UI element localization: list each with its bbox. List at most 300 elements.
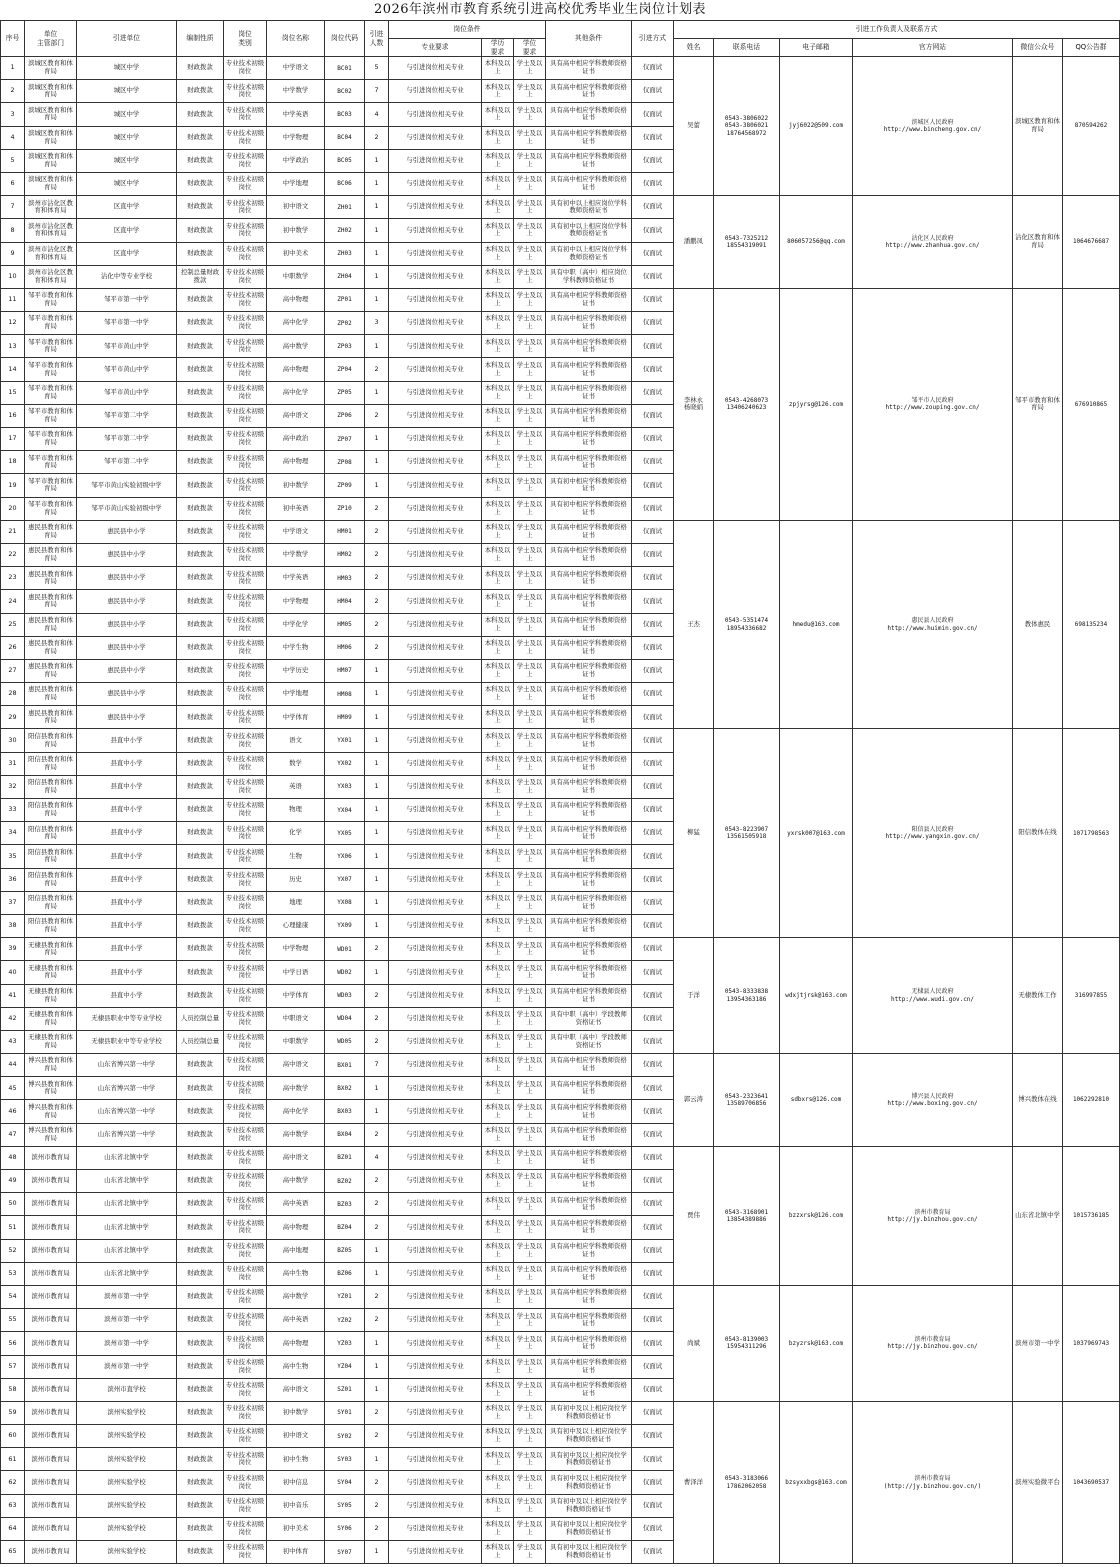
cell-category: 专业技术初级岗位 — [224, 659, 267, 682]
cell-dept: 惠民县教育和体育局 — [25, 683, 77, 706]
cell-method: 仅面试 — [632, 1541, 674, 1564]
cell-post-code: HM05 — [325, 613, 365, 636]
cell-degree: 学士及以上 — [514, 381, 546, 404]
cell-edu: 本科及以上 — [482, 1378, 514, 1401]
cell-dept: 滨州市沾化区教育和体育局 — [25, 196, 77, 219]
cell-major: 与引进岗位相关专业 — [389, 172, 482, 195]
cell-post-code: WD03 — [325, 984, 365, 1007]
cell-nature: 财政拨款 — [177, 590, 224, 613]
cell-major: 与引进岗位相关专业 — [389, 938, 482, 961]
cell-major: 与引进岗位相关专业 — [389, 103, 482, 126]
cell-category: 专业技术初级岗位 — [224, 428, 267, 451]
cell-method: 仅面试 — [632, 428, 674, 451]
cell-post-name: 生物 — [267, 845, 325, 868]
cell-count: 1 — [365, 706, 389, 729]
cell-post-name: 语文 — [267, 729, 325, 752]
cell-category: 专业技术初级岗位 — [224, 1239, 267, 1262]
cell-post-code: ZP05 — [325, 381, 365, 404]
cell-seq: 60 — [1, 1425, 25, 1448]
cell-seq: 9 — [1, 242, 25, 265]
contact-name: 王杰 — [674, 520, 714, 729]
cell-seq: 53 — [1, 1262, 25, 1285]
cell-seq: 49 — [1, 1170, 25, 1193]
cell-seq: 15 — [1, 381, 25, 404]
cell-category: 专业技术初级岗位 — [224, 126, 267, 149]
cell-nature: 财政拨款 — [177, 172, 224, 195]
contact-email: zpjyrsg@126.com — [780, 288, 853, 520]
cell-other: 具有高中相应学科教师资格证书 — [546, 288, 632, 311]
table-row — [1, 1401, 1120, 1424]
cell-seq: 12 — [1, 312, 25, 335]
cell-dept: 滨州市教育局 — [25, 1471, 77, 1494]
cell-post-name: 高中化学 — [267, 1100, 325, 1123]
cell-count: 1 — [365, 1100, 389, 1123]
cell-post-name: 心理健康 — [267, 914, 325, 937]
cell-edu: 本科及以上 — [482, 103, 514, 126]
cell-edu: 本科及以上 — [482, 1007, 514, 1030]
cell-degree: 学士及以上 — [514, 961, 546, 984]
cell-post-code: YZ03 — [325, 1332, 365, 1355]
cell-other: 具有初中及以上相应岗位学科教师资格证书 — [546, 1425, 632, 1448]
cell-method: 仅面试 — [632, 1100, 674, 1123]
cell-degree: 学士及以上 — [514, 1170, 546, 1193]
cell-nature: 财政拨款 — [177, 636, 224, 659]
cell-count: 1 — [365, 1448, 389, 1471]
cell-category: 专业技术初级岗位 — [224, 1030, 267, 1053]
cell-count: 2 — [365, 358, 389, 381]
cell-dept: 无棣县教育和体育局 — [25, 961, 77, 984]
cell-dept: 博兴县教育和体育局 — [25, 1123, 77, 1146]
cell-method: 仅面试 — [632, 520, 674, 543]
cell-edu: 本科及以上 — [482, 1123, 514, 1146]
cell-method: 仅面试 — [632, 1494, 674, 1517]
cell-method: 仅面试 — [632, 1193, 674, 1216]
cell-major: 与引进岗位相关专业 — [389, 868, 482, 891]
cell-major: 与引进岗位相关专业 — [389, 1541, 482, 1564]
cell-edu: 本科及以上 — [482, 961, 514, 984]
contact-wechat: 滨州市第一中学 — [1013, 1285, 1063, 1401]
cell-method: 仅面试 — [632, 1170, 674, 1193]
cell-post-code: ZP07 — [325, 428, 365, 451]
cell-method: 仅面试 — [632, 1123, 674, 1146]
header-seq: 序号 — [1, 21, 25, 57]
cell-seq: 20 — [1, 497, 25, 520]
cell-seq: 62 — [1, 1471, 25, 1494]
cell-post-code: HM02 — [325, 543, 365, 566]
cell-unit: 邹平市第一中学 — [77, 288, 177, 311]
contact-name: 尚斌 — [674, 1285, 714, 1401]
cell-other: 具有高中相应学科教师资格证书 — [546, 1239, 632, 1262]
cell-method: 仅面试 — [632, 196, 674, 219]
cell-dept: 邹平市教育和体育局 — [25, 381, 77, 404]
cell-count: 2 — [365, 1193, 389, 1216]
header-post-name: 岗位名称 — [267, 21, 325, 57]
cell-edu: 本科及以上 — [482, 1494, 514, 1517]
contact-wechat: 教体惠民 — [1013, 520, 1063, 729]
cell-nature: 财政拨款 — [177, 404, 224, 427]
cell-edu: 本科及以上 — [482, 775, 514, 798]
cell-other: 具有高中相应学科教师资格证书 — [546, 1100, 632, 1123]
cell-seq: 44 — [1, 1054, 25, 1077]
cell-method: 仅面试 — [632, 868, 674, 891]
cell-method: 仅面试 — [632, 219, 674, 242]
cell-post-name: 中学英语 — [267, 103, 325, 126]
cell-method: 仅面试 — [632, 265, 674, 288]
cell-dept: 邹平市教育和体育局 — [25, 497, 77, 520]
cell-major: 与引进岗位相关专业 — [389, 126, 482, 149]
cell-nature: 财政拨款 — [177, 428, 224, 451]
cell-post-code: BX04 — [325, 1123, 365, 1146]
cell-nature: 人员控制总量 — [177, 1030, 224, 1053]
cell-degree: 学士及以上 — [514, 1541, 546, 1564]
cell-post-code: ZP08 — [325, 451, 365, 474]
table-row — [1, 1146, 1120, 1169]
cell-post-code: BZ05 — [325, 1239, 365, 1262]
contact-wechat: 山东省北镇中学 — [1013, 1146, 1063, 1285]
cell-post-name: 中学历史 — [267, 659, 325, 682]
cell-degree: 学士及以上 — [514, 914, 546, 937]
cell-other: 具有高中相应学科教师资格证书 — [546, 775, 632, 798]
cell-unit: 滨州市第一中学 — [77, 1355, 177, 1378]
cell-major: 与引进岗位相关专业 — [389, 1262, 482, 1285]
cell-dept: 滨州市教育局 — [25, 1170, 77, 1193]
cell-count: 1 — [365, 822, 389, 845]
cell-category: 专业技术初级岗位 — [224, 891, 267, 914]
cell-method: 仅面试 — [632, 845, 674, 868]
cell-post-code: WD04 — [325, 1007, 365, 1030]
cell-method: 仅面试 — [632, 1054, 674, 1077]
cell-major: 与引进岗位相关专业 — [389, 752, 482, 775]
cell-post-code: BX03 — [325, 1100, 365, 1123]
cell-unit: 县直中小学 — [77, 938, 177, 961]
cell-edu: 本科及以上 — [482, 659, 514, 682]
cell-dept: 滨州市教育局 — [25, 1262, 77, 1285]
cell-category: 专业技术初级岗位 — [224, 1541, 267, 1564]
cell-post-name: 高中化学 — [267, 381, 325, 404]
cell-post-name: 高中语文 — [267, 1146, 325, 1169]
cell-count: 2 — [365, 1425, 389, 1448]
cell-degree: 学士及以上 — [514, 1100, 546, 1123]
cell-category: 专业技术初级岗位 — [224, 1262, 267, 1285]
cell-other: 具有高中相应学科教师资格证书 — [546, 312, 632, 335]
contact-phone: 0543-8223907 13561505918 — [714, 729, 780, 938]
cell-dept: 滨州市教育局 — [25, 1517, 77, 1540]
cell-category: 专业技术初级岗位 — [224, 57, 267, 80]
cell-unit: 惠民县中小学 — [77, 567, 177, 590]
cell-degree: 学士及以上 — [514, 1123, 546, 1146]
contact-name: 吴蕾 — [674, 57, 714, 196]
cell-post-code: BC02 — [325, 80, 365, 103]
cell-post-name: 高中英语 — [267, 1193, 325, 1216]
cell-post-name: 高中语文 — [267, 404, 325, 427]
cell-seq: 33 — [1, 799, 25, 822]
cell-major: 与引进岗位相关专业 — [389, 1285, 482, 1308]
cell-degree: 学士及以上 — [514, 428, 546, 451]
cell-dept: 无棣县教育和体育局 — [25, 1007, 77, 1030]
cell-nature: 财政拨款 — [177, 799, 224, 822]
cell-seq: 41 — [1, 984, 25, 1007]
cell-post-name: 地理 — [267, 891, 325, 914]
cell-count: 1 — [365, 891, 389, 914]
cell-count: 4 — [365, 103, 389, 126]
header-name: 姓名 — [674, 39, 714, 57]
cell-dept: 邹平市教育和体育局 — [25, 335, 77, 358]
cell-count: 1 — [365, 1332, 389, 1355]
cell-post-code: BC05 — [325, 149, 365, 172]
contact-email: hmedu@163.com — [780, 520, 853, 729]
cell-nature: 财政拨款 — [177, 1146, 224, 1169]
header-conditions: 岗位条件 — [389, 21, 546, 39]
cell-category: 专业技术初级岗位 — [224, 1216, 267, 1239]
cell-dept: 滨城区教育和体育局 — [25, 80, 77, 103]
cell-category: 专业技术初级岗位 — [224, 1448, 267, 1471]
header-phone: 联系电话 — [714, 39, 780, 57]
cell-count: 1 — [365, 1378, 389, 1401]
cell-other: 具有中职（高中）相应岗位学科教师资格证书 — [546, 265, 632, 288]
cell-method: 仅面试 — [632, 335, 674, 358]
cell-nature: 财政拨款 — [177, 219, 224, 242]
cell-major: 与引进岗位相关专业 — [389, 914, 482, 937]
cell-seq: 4 — [1, 126, 25, 149]
contact-website: 滨州市教育局 http://jy.binzhou.gov.cn/ — [853, 1285, 1013, 1401]
cell-category: 专业技术初级岗位 — [224, 1285, 267, 1308]
cell-edu: 本科及以上 — [482, 312, 514, 335]
cell-edu: 本科及以上 — [482, 1146, 514, 1169]
cell-edu: 本科及以上 — [482, 752, 514, 775]
cell-major: 与引进岗位相关专业 — [389, 1170, 482, 1193]
cell-dept: 滨州市沾化区教育和体育局 — [25, 265, 77, 288]
table-row — [1, 520, 1120, 543]
cell-major: 与引进岗位相关专业 — [389, 775, 482, 798]
cell-nature: 财政拨款 — [177, 868, 224, 891]
cell-seq: 51 — [1, 1216, 25, 1239]
cell-post-code: BC03 — [325, 103, 365, 126]
cell-edu: 本科及以上 — [482, 613, 514, 636]
contact-phone: 0543-8333838 13954363186 — [714, 938, 780, 1054]
cell-degree: 学士及以上 — [514, 1146, 546, 1169]
cell-dept: 滨州市教育局 — [25, 1378, 77, 1401]
cell-post-name: 高中语文 — [267, 1054, 325, 1077]
cell-unit: 县直中小学 — [77, 891, 177, 914]
cell-post-name: 中学英语 — [267, 567, 325, 590]
cell-count: 1 — [365, 196, 389, 219]
cell-count: 1 — [365, 868, 389, 891]
cell-major: 与引进岗位相关专业 — [389, 1239, 482, 1262]
cell-nature: 财政拨款 — [177, 961, 224, 984]
cell-count: 2 — [365, 567, 389, 590]
cell-other: 具有高中相应学科教师资格证书 — [546, 914, 632, 937]
table-row — [1, 57, 1120, 80]
cell-method: 仅面试 — [632, 1355, 674, 1378]
cell-nature: 财政拨款 — [177, 914, 224, 937]
cell-nature: 财政拨款 — [177, 1262, 224, 1285]
cell-category: 专业技术初级岗位 — [224, 451, 267, 474]
cell-method: 仅面试 — [632, 1030, 674, 1053]
cell-post-name: 初中数学 — [267, 474, 325, 497]
cell-post-code: ZH01 — [325, 196, 365, 219]
contact-qq: 1071798563 — [1063, 729, 1120, 938]
cell-seq: 28 — [1, 683, 25, 706]
cell-post-name: 中学化学 — [267, 613, 325, 636]
cell-other: 具有高中相应学科教师资格证书 — [546, 752, 632, 775]
cell-other: 具有高中相应学科教师资格证书 — [546, 636, 632, 659]
cell-other: 具有高中相应学科教师资格证书 — [546, 1123, 632, 1146]
cell-dept: 惠民县教育和体育局 — [25, 590, 77, 613]
cell-method: 仅面试 — [632, 1262, 674, 1285]
cell-degree: 学士及以上 — [514, 1007, 546, 1030]
cell-degree: 学士及以上 — [514, 543, 546, 566]
cell-major: 与引进岗位相关专业 — [389, 1193, 482, 1216]
cell-major: 与引进岗位相关专业 — [389, 520, 482, 543]
cell-count: 2 — [365, 938, 389, 961]
cell-unit: 惠民县中小学 — [77, 659, 177, 682]
cell-seq: 19 — [1, 474, 25, 497]
cell-method: 仅面试 — [632, 1309, 674, 1332]
cell-edu: 本科及以上 — [482, 80, 514, 103]
cell-other: 具有初中相应学科教师资格证书 — [546, 474, 632, 497]
cell-count: 2 — [365, 1401, 389, 1424]
cell-edu: 本科及以上 — [482, 1541, 514, 1564]
cell-edu: 本科及以上 — [482, 1471, 514, 1494]
contact-wechat: 无棣教体工作 — [1013, 938, 1063, 1054]
cell-edu: 本科及以上 — [482, 1262, 514, 1285]
cell-dept: 惠民县教育和体育局 — [25, 613, 77, 636]
cell-unit: 城区中学 — [77, 103, 177, 126]
cell-major: 与引进岗位相关专业 — [389, 1425, 482, 1448]
cell-unit: 县直中小学 — [77, 845, 177, 868]
cell-edu: 本科及以上 — [482, 799, 514, 822]
cell-dept: 滨城区教育和体育局 — [25, 126, 77, 149]
cell-dept: 惠民县教育和体育局 — [25, 706, 77, 729]
cell-count: 1 — [365, 1077, 389, 1100]
cell-other: 具有高中相应学科教师资格证书 — [546, 659, 632, 682]
cell-count: 2 — [365, 543, 389, 566]
cell-degree: 学士及以上 — [514, 729, 546, 752]
cell-unit: 山东省北镇中学 — [77, 1146, 177, 1169]
contact-qq: 1064676687 — [1063, 196, 1120, 289]
cell-major: 与引进岗位相关专业 — [389, 1471, 482, 1494]
cell-dept: 阳信县教育和体育局 — [25, 822, 77, 845]
cell-degree: 学士及以上 — [514, 822, 546, 845]
cell-category: 专业技术初级岗位 — [224, 335, 267, 358]
cell-nature: 财政拨款 — [177, 451, 224, 474]
cell-edu: 本科及以上 — [482, 1193, 514, 1216]
cell-seq: 36 — [1, 868, 25, 891]
cell-seq: 14 — [1, 358, 25, 381]
header-nature: 编制性质 — [177, 21, 224, 57]
cell-post-name: 初中体育 — [267, 1541, 325, 1564]
cell-unit: 区直中学 — [77, 196, 177, 219]
cell-seq: 25 — [1, 613, 25, 636]
cell-major: 与引进岗位相关专业 — [389, 1355, 482, 1378]
cell-other: 具有高中相应学科教师资格证书 — [546, 567, 632, 590]
cell-major: 与引进岗位相关专业 — [389, 567, 482, 590]
cell-unit: 山东省博兴第一中学 — [77, 1077, 177, 1100]
table-row — [1, 1285, 1120, 1308]
cell-post-name: 中学体育 — [267, 984, 325, 1007]
cell-major: 与引进岗位相关专业 — [389, 404, 482, 427]
cell-post-name: 中学生物 — [267, 636, 325, 659]
cell-method: 仅面试 — [632, 381, 674, 404]
cell-method: 仅面试 — [632, 80, 674, 103]
cell-count: 1 — [365, 1239, 389, 1262]
cell-unit: 邹平市第二中学 — [77, 428, 177, 451]
table-row — [1, 196, 1120, 219]
cell-method: 仅面试 — [632, 103, 674, 126]
contact-email: 806057256@qq.com — [780, 196, 853, 289]
contact-qq: 316997855 — [1063, 938, 1120, 1054]
cell-seq: 40 — [1, 961, 25, 984]
cell-seq: 52 — [1, 1239, 25, 1262]
header-qq: QQ公告群 — [1063, 39, 1120, 57]
cell-category: 专业技术初级岗位 — [224, 1123, 267, 1146]
cell-post-code: ZP01 — [325, 288, 365, 311]
cell-unit: 县直中小学 — [77, 729, 177, 752]
cell-unit: 邹平市第二中学 — [77, 451, 177, 474]
cell-method: 仅面试 — [632, 567, 674, 590]
cell-dept: 邹平市教育和体育局 — [25, 312, 77, 335]
cell-edu: 本科及以上 — [482, 172, 514, 195]
cell-edu: 本科及以上 — [482, 984, 514, 1007]
cell-degree: 学士及以上 — [514, 636, 546, 659]
cell-post-code: YX08 — [325, 891, 365, 914]
cell-method: 仅面试 — [632, 706, 674, 729]
cell-seq: 2 — [1, 80, 25, 103]
cell-nature: 财政拨款 — [177, 242, 224, 265]
cell-dept: 滨州市教育局 — [25, 1146, 77, 1169]
cell-other: 具有高中相应学科教师资格证书 — [546, 404, 632, 427]
cell-category: 专业技术初级岗位 — [224, 103, 267, 126]
cell-count: 1 — [365, 752, 389, 775]
cell-category: 专业技术初级岗位 — [224, 497, 267, 520]
cell-degree: 学士及以上 — [514, 590, 546, 613]
cell-other: 具有高中相应学科教师资格证书 — [546, 1332, 632, 1355]
cell-method: 仅面试 — [632, 1448, 674, 1471]
cell-other: 具有高中相应学科教师资格证书 — [546, 1170, 632, 1193]
header-count: 引进 人数 — [365, 21, 389, 57]
cell-major: 与引进岗位相关专业 — [389, 1517, 482, 1540]
cell-other: 具有初中以上相应岗位学科教师资格证书 — [546, 196, 632, 219]
cell-seq: 54 — [1, 1285, 25, 1308]
contact-phone: 0543-8139003 15954311296 — [714, 1285, 780, 1401]
cell-category: 专业技术初级岗位 — [224, 404, 267, 427]
cell-post-code: WD02 — [325, 961, 365, 984]
cell-category: 专业技术初级岗位 — [224, 1471, 267, 1494]
cell-method: 仅面试 — [632, 659, 674, 682]
cell-nature: 财政拨款 — [177, 752, 224, 775]
cell-category: 专业技术初级岗位 — [224, 1378, 267, 1401]
cell-seq: 64 — [1, 1517, 25, 1540]
contact-website: 无棣县人民政府 http://www.wudi.gov.cn/ — [853, 938, 1013, 1054]
cell-dept: 惠民县教育和体育局 — [25, 520, 77, 543]
cell-degree: 学士及以上 — [514, 1401, 546, 1424]
cell-major: 与引进岗位相关专业 — [389, 1309, 482, 1332]
cell-category: 专业技术初级岗位 — [224, 1401, 267, 1424]
cell-other: 具有高中相应学科教师资格证书 — [546, 451, 632, 474]
cell-seq: 46 — [1, 1100, 25, 1123]
cell-major: 与引进岗位相关专业 — [389, 312, 482, 335]
cell-nature: 财政拨款 — [177, 729, 224, 752]
cell-unit: 城区中学 — [77, 149, 177, 172]
cell-degree: 学士及以上 — [514, 474, 546, 497]
cell-post-name: 初中数学 — [267, 219, 325, 242]
cell-nature: 财政拨款 — [177, 149, 224, 172]
cell-major: 与引进岗位相关专业 — [389, 543, 482, 566]
cell-category: 专业技术初级岗位 — [224, 381, 267, 404]
cell-other: 具有高中相应学科教师资格证书 — [546, 938, 632, 961]
cell-method: 仅面试 — [632, 590, 674, 613]
cell-category: 专业技术初级岗位 — [224, 845, 267, 868]
